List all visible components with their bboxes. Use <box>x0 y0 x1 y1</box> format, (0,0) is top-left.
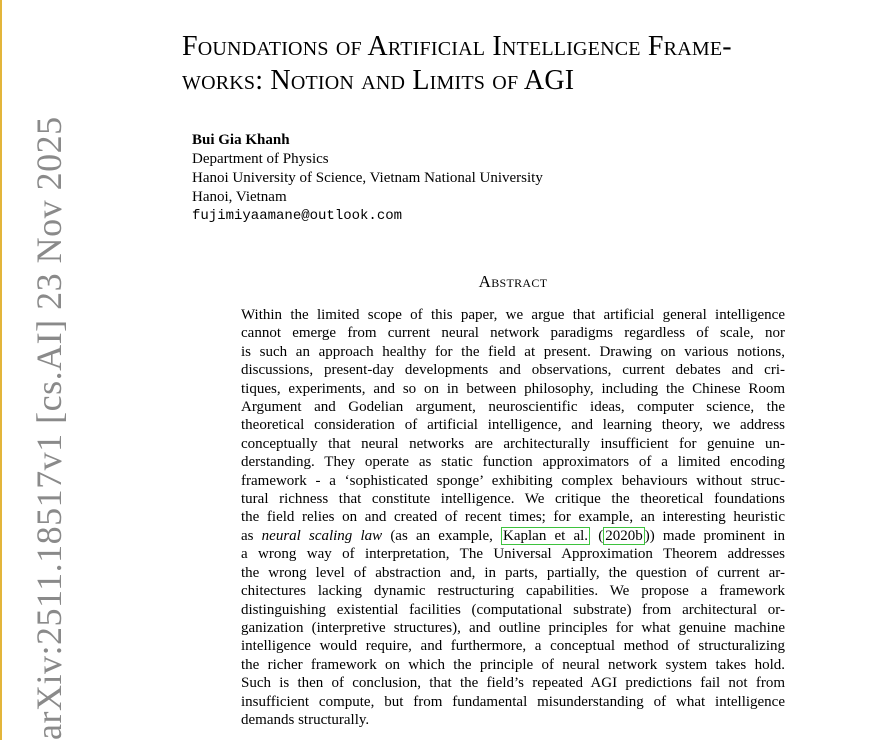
abstract-line: theoretical consideration of artificial intelligence, and learning theory, we address <box>241 417 785 434</box>
abstract-line: cannot emerge from current neural network paradigms regardless of scale, nor <box>241 325 785 342</box>
left-border <box>0 0 2 740</box>
abstract-line: Within the limited scope of this paper, we argue that artificial general intelligence <box>241 307 785 323</box>
abstract-body <box>241 306 785 729</box>
abstract-line-mid: (as an example, <box>382 527 502 544</box>
abstract-line: Such is then of conclusion, that the field’s repeated AGI predictions fail not from <box>241 675 785 692</box>
author-block <box>192 131 543 226</box>
author-department: Department of Physics <box>192 151 329 167</box>
citation-link-year[interactable]: 2020b <box>605 527 643 544</box>
citation-open: ( <box>590 527 604 544</box>
abstract-line: the field relies on and created of recent times; for example, an interesting heuristic <box>241 509 785 526</box>
author-location: Hanoi, Vietnam <box>192 189 287 205</box>
paper-title <box>182 30 862 98</box>
paper-title-line-2: works: Notion and Limits of AGI <box>182 65 575 96</box>
abstract-line: the richer framework on which the principle of neural network system takes hold. <box>241 656 785 673</box>
abstract-line: conceptually that neural networks are architecturally insufficient for genuine un- <box>241 435 785 452</box>
abstract-heading: Abstract <box>478 272 548 291</box>
abstract-line: the wrong level of abstraction and, in parts, partially, the question of current ar- <box>241 564 785 581</box>
abstract-line: framework - a ‘sophisticated sponge’ exhibiting complex behaviours without struc- <box>241 472 785 489</box>
abstract-line: derstanding. They operate as static function approximators of a limited encoding <box>241 454 785 471</box>
abstract-line: chitectures lacking dynamic restructuring capabilities. We propose a framework <box>241 583 785 600</box>
abstract-line: Argument and Godelian argument, neuroscientific ideas, computer science, the <box>241 399 785 416</box>
arxiv-side-stamp: arXiv:2511.18517v1 [cs.AI] 23 Nov 2025 <box>29 116 69 740</box>
abstract-line: tural richness that constitute intelligence. We critique the theoretical foundations <box>241 491 785 508</box>
abstract-line: demands structurally. <box>241 711 370 728</box>
abstract-line: insufficient compute, but from fundamental misunderstanding of what intelligence <box>241 693 785 710</box>
abstract-line: a wrong way of interpretation, The Universal Approximation Theorem addresses <box>241 546 785 563</box>
author-name: Bui Gia Khanh <box>192 132 290 148</box>
paper-title-line-1: Foundations of Artificial Intelligence Frame- <box>182 31 732 62</box>
citation-link-authors[interactable]: Kaplan et al. <box>503 527 589 544</box>
abstract-line: intelligence would require, and furthermore, a conceptual method of structuralizing <box>241 638 785 655</box>
abstract-line: distinguishing existential facilities (computational substrate) from architectural or- <box>241 601 785 618</box>
abstract-line-post: )) made prominent in <box>644 527 785 544</box>
abstract-line: ganization (interpretive structures), and outline principles for what genuine machine <box>241 619 785 636</box>
abstract-line: is such an approach healthy for the field at present. Drawing on various notions, <box>241 343 785 360</box>
author-university: Hanoi University of Science, Vietnam National University <box>192 170 543 186</box>
abstract-line: discussions, present-day developments and observations, current debates and cri- <box>241 362 785 379</box>
author-email[interactable]: fujimiyaamane@outlook.com <box>192 208 403 224</box>
abstract-line: tiques, experiments, and so on in between philosophy, including the Chinese Room <box>241 380 785 397</box>
abstract-line-citation <box>241 527 785 545</box>
scaling-law-term: neural scaling law <box>261 527 383 544</box>
abstract-line-pre: as <box>241 527 262 544</box>
